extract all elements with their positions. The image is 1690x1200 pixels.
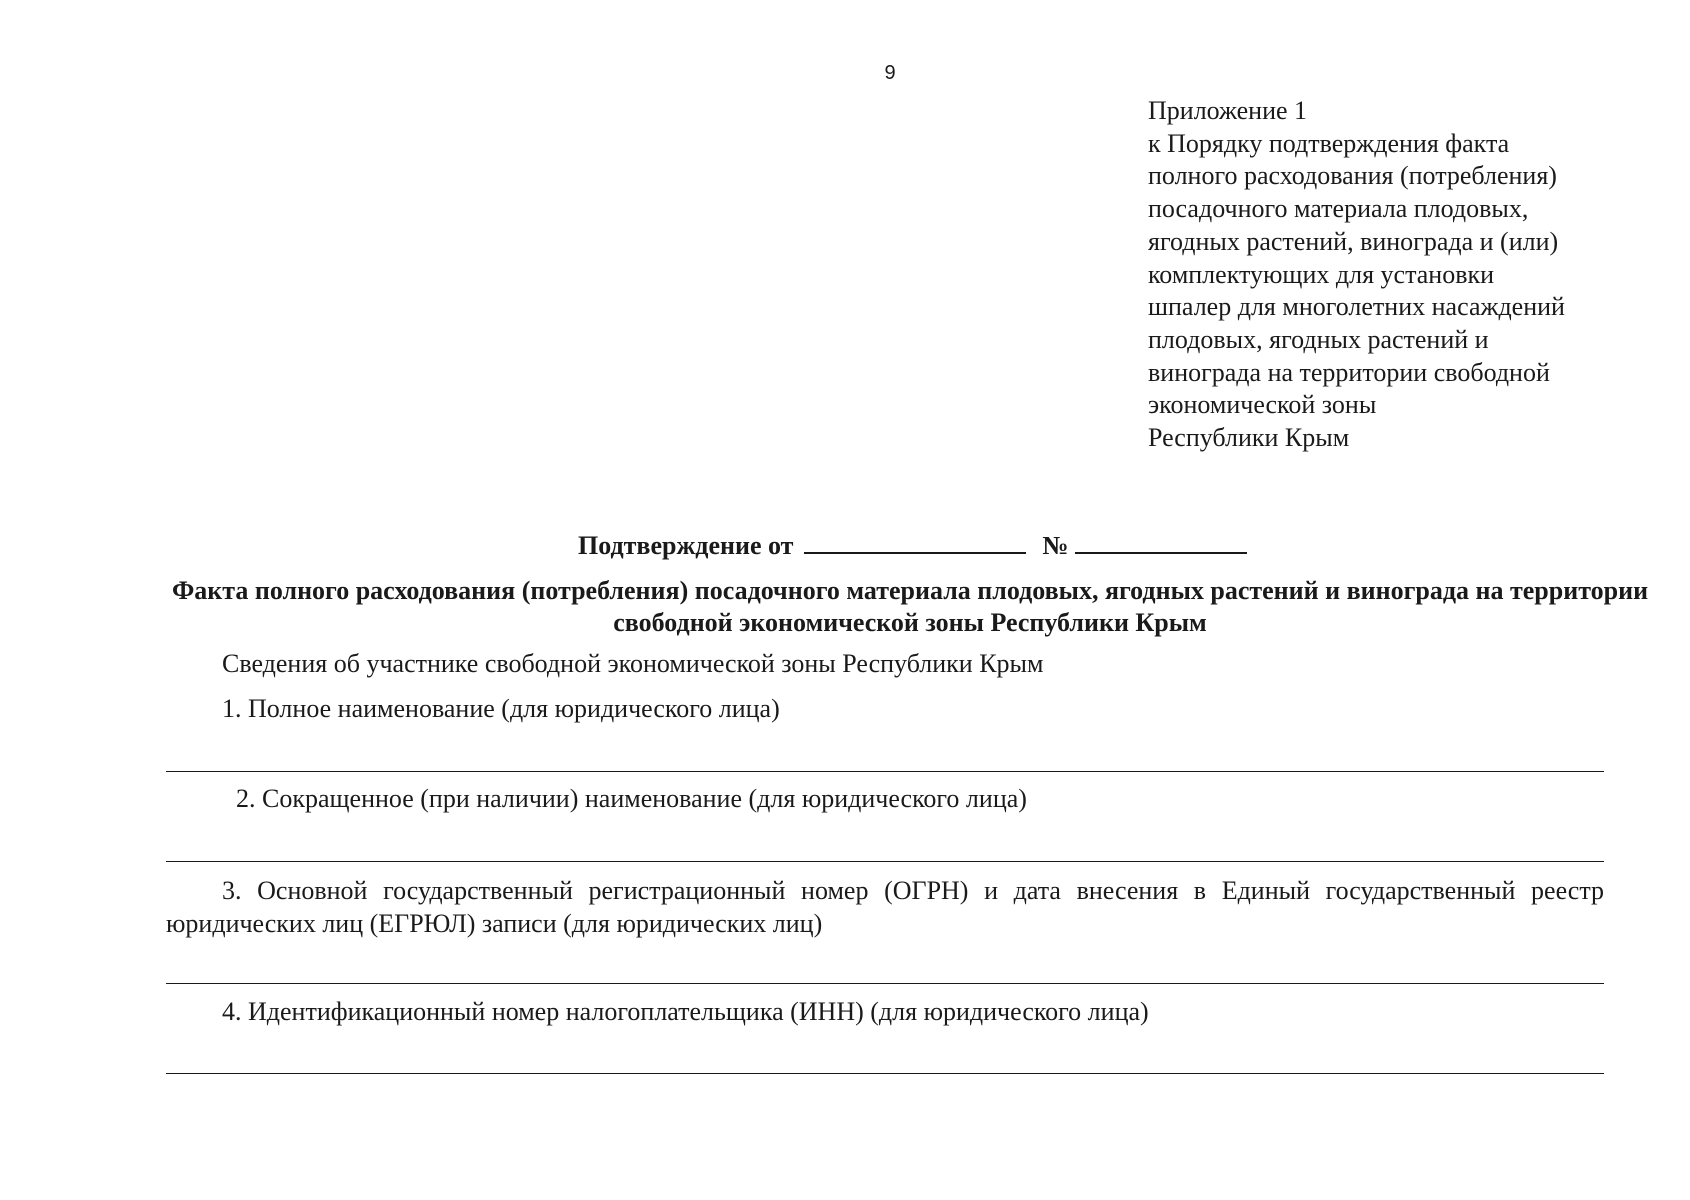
appendix-line: винограда на территории свободной <box>1148 357 1550 387</box>
item-full-name-label: 1. Полное наименование (для юридического лица) <box>222 694 780 723</box>
heading-prefix: Подтверждение от <box>578 531 794 560</box>
appendix-line: полного расходования (потребления) <box>1148 161 1557 191</box>
section-title: Сведения об участнике свободной экономической зоны Республики Крым <box>222 649 1044 678</box>
item-ogrn-label: 3. Основной государственный регистрационный номер (ОГРН) и дата внесения в Единый государственный реестр юридических лиц (ЕГРЮЛ) записи (для юридических лиц) <box>166 876 1604 938</box>
appendix-line: комплектующих для установки <box>1148 259 1495 289</box>
appendix-line: посадочного материала плодовых, <box>1148 194 1529 224</box>
item-full-name-blank-line[interactable] <box>166 771 1604 772</box>
item-short-name-label: 2. Сокращенное (при наличии) наименование (для юридического лица) <box>236 784 1027 813</box>
page-number: 9 <box>884 62 896 84</box>
item-inn-label: 4. Идентификационный номер налогоплательщика (ИНН) (для юридического лица) <box>222 997 1149 1026</box>
appendix-line: шпалер для многолетних насаждений <box>1148 292 1565 322</box>
appendix-line: Приложение 1 <box>1148 96 1308 125</box>
date-blank-field[interactable] <box>804 528 1026 554</box>
appendix-line: плодовых, ягодных растений и <box>1148 324 1489 354</box>
appendix-line: Республики Крым <box>1148 423 1350 453</box>
appendix-line: экономической зоны <box>1148 390 1377 420</box>
appendix-line: к Порядку подтверждения факта <box>1148 128 1510 158</box>
number-sign: № <box>1042 531 1069 560</box>
appendix-line: ягодных растений, винограда и (или) <box>1148 226 1559 256</box>
document-subheading: Факта полного расходования (потребления) посадочного материала плодовых, ягодных растений и винограда на территории свободной экономической зоны Республики Крым <box>171 576 1649 637</box>
appendix-block <box>1148 95 1668 455</box>
item-short-name-blank-line[interactable] <box>166 861 1604 862</box>
document-heading <box>578 528 1247 563</box>
number-blank-field[interactable] <box>1075 528 1247 554</box>
item-ogrn-blank-line[interactable] <box>166 983 1604 984</box>
item-inn-blank-line[interactable] <box>166 1073 1604 1074</box>
